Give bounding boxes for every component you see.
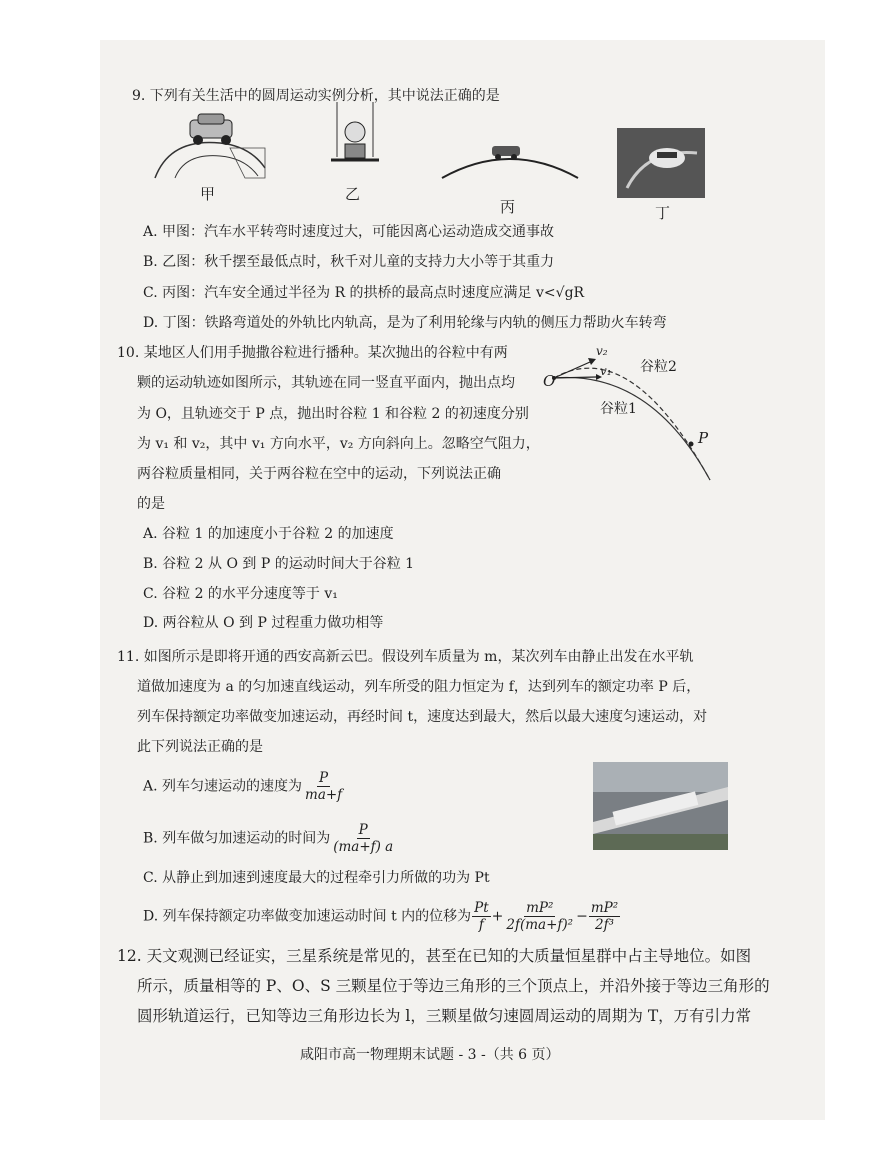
- q11-line-2: 道做加速度为 a 的匀加速直线运动，列车所受的阻力恒定为 f，达到列车的额定功率 P 后，: [137, 679, 701, 695]
- arch-bridge-figure: [440, 140, 580, 180]
- q10-option-a: A. 谷粒 1 的加速度小于谷粒 2 的加速度: [143, 526, 394, 542]
- q10-option-c: C. 谷粒 2 的水平分速度等于 v₁: [143, 586, 338, 602]
- q10-line-4: 为 v₁ 和 v₂，其中 v₁ 方向水平，v₂ 方向斜向上。忽略空气阻力，: [137, 436, 540, 452]
- grain-1-label: 谷粒1: [600, 401, 637, 417]
- train-photo: [617, 128, 705, 198]
- q11-option-b-fraction: [331, 822, 395, 855]
- point-o-label: O: [543, 372, 556, 390]
- q9-option-a: A. 甲图：汽车水平转弯时速度过大，可能因离心运动造成交通事故: [143, 224, 555, 240]
- q11-option-a-text: A. 列车匀速运动的速度为: [143, 778, 303, 795]
- q11-line-1: 11. 如图所示是即将开通的西安高新云巴。假设列车质量为 m，某次列车由静止出发在水平轨: [117, 649, 694, 665]
- fig-label-yi: 乙: [345, 185, 361, 203]
- q11-option-d-fraction-2: [504, 900, 575, 933]
- q10-line-3: 为 O，且轨迹交于 P 点，抛出时谷粒 1 和谷粒 2 的初速度分别: [137, 406, 529, 422]
- q11-option-d-text: D. 列车保持额定功率做变加速运动时间 t 内的位移为: [143, 908, 472, 925]
- page-footer: 咸阳市高一物理期末试题 - 3 -（共 6 页）: [300, 1047, 560, 1063]
- q11-option-d-fraction-3: [589, 900, 620, 933]
- fig-label-jia: 甲: [200, 185, 216, 203]
- plus-sign: +: [491, 908, 504, 925]
- fraction-denominator: (ma+f) a: [333, 839, 394, 855]
- q11-option-c: C. 从静止到加速到速度最大的过程牵引力所做的功为 Pt: [143, 870, 490, 886]
- point-p-label: P: [698, 429, 709, 447]
- fraction-numerator: mP²: [526, 900, 554, 916]
- fig-label-bing: 丙: [500, 198, 516, 216]
- q11-option-d: [143, 900, 621, 933]
- fraction-numerator: Pt: [474, 900, 489, 916]
- q12-line-2: 所示，质量相等的 P、O、S 三颗星位于等边三角形的三个顶点上，并沿外接于等边三角形的: [137, 977, 770, 995]
- q12-line-1: 12. 天文观测已经证实，三星系统是常见的，甚至在已知的大质量恒星群中占主导地位。如图: [117, 947, 752, 965]
- q9-option-b: B. 乙图：秋千摆至最低点时，秋千对儿童的支持力大小等于其重力: [143, 254, 555, 270]
- swing-figure: [325, 102, 385, 182]
- q10-line-2: 颗的运动轨迹如图所示，其轨迹在同一竖直平面内，抛出点均: [137, 375, 515, 391]
- fraction-denominator: 2f(ma+f)²: [506, 917, 574, 933]
- q12-line-3: 圆形轨道运行，已知等边三角形边长为 l，三颗星做匀速圆周运动的周期为 T，万有引力常: [137, 1007, 752, 1025]
- fraction-denominator: 2f³: [594, 917, 614, 933]
- q10-line-5: 两谷粒质量相同，关于两谷粒在空中的运动，下列说法正确: [137, 466, 501, 482]
- fraction-numerator: P: [319, 770, 329, 786]
- q9-option-c: C. 丙图：汽车安全通过半径为 R 的拱桥的最高点时速度应满足 v<√gR: [143, 285, 585, 301]
- fraction-denominator: f: [478, 917, 484, 933]
- minus-sign: −: [576, 908, 588, 925]
- grain-2-label: 谷粒2: [640, 359, 677, 375]
- q10-option-d: D. 两谷粒从 O 到 P 过程重力做功相等: [143, 615, 384, 631]
- q11-line-3: 列车保持额定功率做变加速运动，再经时间 t，速度达到最大，然后以最大速度匀速运动，对: [137, 709, 708, 725]
- fig-label-ding: 丁: [655, 204, 671, 222]
- fraction-denominator: ma+f: [305, 787, 343, 803]
- fraction-numerator: P: [358, 822, 368, 838]
- v2-label: v₂: [596, 344, 608, 358]
- q11-option-b-text: B. 列车做匀加速运动的时间为: [143, 830, 331, 847]
- q11-option-a: [143, 770, 345, 803]
- q10-line-6: 的是: [137, 496, 165, 512]
- car-turning-figure: [150, 108, 270, 183]
- fraction-numerator: mP²: [590, 900, 619, 916]
- q11-line-4: 此下列说法正确的是: [137, 739, 263, 755]
- v1-label: v₁: [600, 364, 612, 378]
- yunba-train-photo: [593, 762, 728, 850]
- q9-stem: 9. 下列有关生活中的圆周运动实例分析，其中说法正确的是: [132, 88, 500, 104]
- q11-option-b: [143, 822, 396, 855]
- q9-option-d: D. 丁图：铁路弯道处的外轨比内轨高，是为了利用轮缘与内轨的侧压力帮助火车转弯: [143, 315, 667, 331]
- q11-option-d-fraction-1: [472, 900, 491, 933]
- q10-option-b: B. 谷粒 2 从 O 到 P 的运动时间大于谷粒 1: [143, 556, 415, 572]
- q10-line-1: 10. 某地区人们用手抛撒谷粒进行播种。某次抛出的谷粒中有两: [117, 345, 508, 361]
- q11-option-a-fraction: [303, 770, 344, 803]
